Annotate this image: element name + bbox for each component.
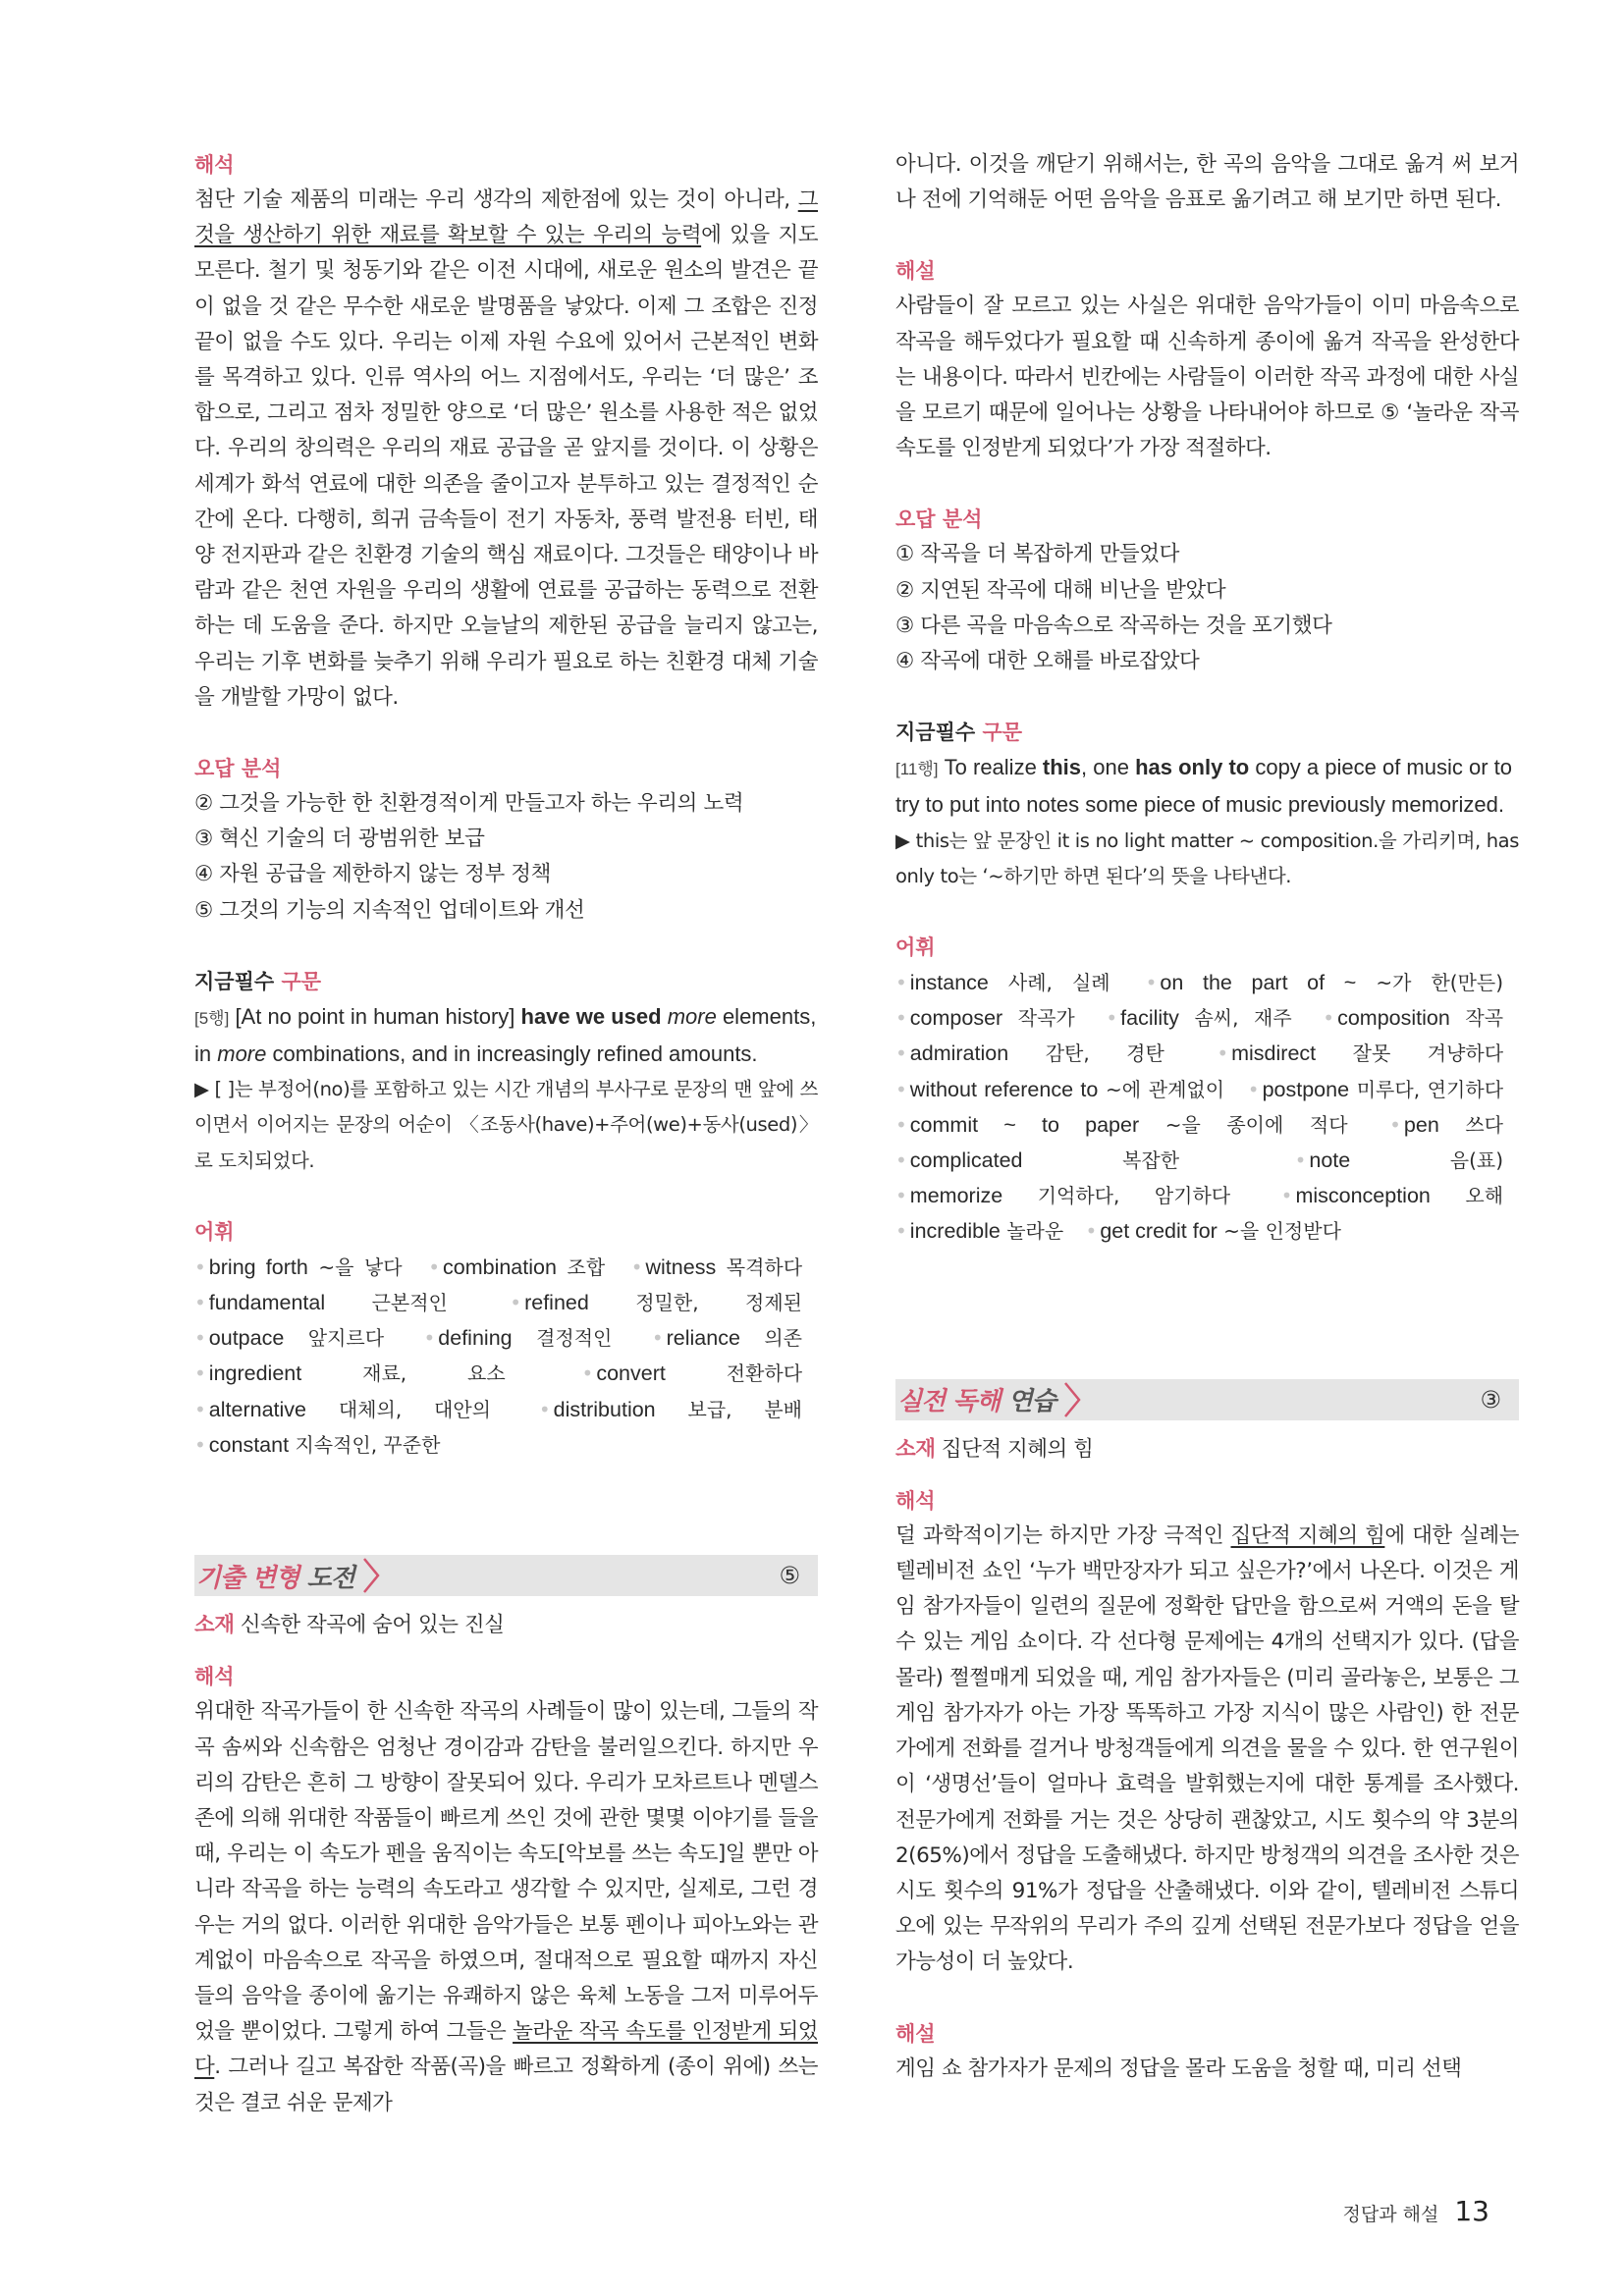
bullet-dot: • <box>581 1362 594 1386</box>
vocabulary-term: admiration <box>909 1041 1009 1066</box>
vocabulary-meaning: 사례, 실례 <box>1007 971 1110 995</box>
chevron-right-icon <box>1061 1379 1083 1420</box>
vocabulary-term: misdirect <box>1231 1041 1317 1066</box>
vocabulary-meaning: 전환하다 <box>726 1362 803 1386</box>
vocabulary-meaning: 쓰다 <box>1465 1112 1503 1137</box>
vocabulary-item <box>1146 971 1503 994</box>
bullet-dot: • <box>510 1291 522 1315</box>
section-banner-practice <box>895 1379 1519 1420</box>
vocabulary-term: combination <box>443 1255 557 1279</box>
right-column <box>895 147 1519 2087</box>
vocabulary-item <box>895 1148 1179 1172</box>
bullet-dot: • <box>194 1291 206 1315</box>
syntax-sentence: [5행] [At no point in human history] have we used more elements, in more combinations, and in increasingly refined amounts. <box>194 1003 817 1067</box>
section-heading-wrong-answers: 오답 분석 <box>895 507 983 532</box>
vocabulary-meaning: 근본적인 <box>371 1291 448 1315</box>
vocabulary-term: outpace <box>208 1326 285 1351</box>
vocabulary-meaning: 놀라운 <box>1006 1219 1064 1244</box>
vocabulary-item <box>194 1255 403 1279</box>
vocabulary-meaning: 의존 <box>764 1326 802 1351</box>
vocabulary-term: alternative <box>208 1397 306 1421</box>
vocabulary-term: distribution <box>553 1397 656 1421</box>
underlined-blank-text: 그것을 생산하기 위한 재료를 확보할 수 있는 우리의 능력 <box>194 187 818 248</box>
vocabulary-term: convert <box>596 1362 666 1386</box>
vocabulary-item <box>194 1326 384 1350</box>
vocabulary-item <box>1248 1078 1503 1101</box>
vocabulary-meaning: ~을 낳다 <box>318 1255 403 1279</box>
vocabulary-term: instance <box>909 971 989 995</box>
vocabulary-term: defining <box>438 1326 513 1351</box>
vocabulary-meaning: 지속적인, 꾸준한 <box>295 1432 441 1457</box>
section-heading-vocabulary: 어휘 <box>895 935 936 960</box>
vocabulary-item <box>194 1433 440 1457</box>
translation-paragraph: 덜 과학적이기는 하지만 가장 극적인 집단적 지혜의 힘에 대한 실례는 텔레비전 쇼인 ‘누가 백만장자가 되고 싶은가?’에서 나온다. 이것은 게임 참가자들이 일련의 질문에 정확한 답만을 함으로써 거액의 돈을 탈 수 있는 게임 쇼이다. 각 선다형 문제에는 4개의 선택지가 있다. (답을 몰라) 쩔쩔매게 되었을 때, 게임 참가자들은 (미리 골라놓은, 보통은 그 게임 참가자가 아는 가장 똑똑하고 가장 지식이 많은 사람인) 한 전문가에게 전화를 걸거나 방청객들에게 의견을 물을 수 있다. 한 연구원이 이 ‘생명선’들이 얼마나 효력을 발휘했는지에 대한 통계를 조사했다. 전문가에게 전화를 거는 것은 상당히 괜찮았고, 시도 횟수의 약 3분의 2(65%)에서 정답을 도출해냈다. 하지만 방청객의 의견을 조사한 것은 시도 횟수의 91%가 정답을 산출해냈다. 이와 같이, 텔레비전 스튜디오에 있는 무작위의 무리가 주의 깊게 선택된 전문가보다 정답을 얻을 가능성이 더 높았다. <box>895 1522 1519 1975</box>
section-heading-syntax: 지금필수 구문 <box>194 969 322 993</box>
bullet-dot: • <box>895 1184 907 1208</box>
vocabulary-meaning: 목격하다 <box>726 1255 803 1279</box>
answer-number: ⑤ <box>779 1562 800 1590</box>
vocabulary-item <box>582 1362 802 1385</box>
section-heading-explanation: 해설 <box>895 259 936 284</box>
topic-line: 소재 신속한 작곡에 숨어 있는 진실 <box>194 1613 505 1638</box>
section-heading-translation: 해석 <box>895 1488 936 1513</box>
vocabulary-list <box>194 1250 818 1463</box>
wrong-answer-item: ⑤ 그것의 기능의 지속적인 업데이트와 개선 <box>194 897 585 923</box>
bullet-dot: • <box>651 1326 664 1351</box>
vocabulary-meaning: 미루다, 연기하다 <box>1356 1077 1504 1101</box>
wrong-answer-item: ② 지연된 작곡에 대해 비난을 받았다 <box>895 577 1226 603</box>
bullet-dot: • <box>1217 1041 1229 1066</box>
wrong-answer-item: ③ 혁신 기술의 더 광범위한 보급 <box>194 827 485 852</box>
topic-line: 소재 집단적 지혜의 힘 <box>895 1436 1094 1462</box>
vocabulary-item <box>1281 1184 1503 1207</box>
vocabulary-item <box>424 1326 613 1350</box>
vocabulary-term: reliance <box>666 1326 740 1351</box>
vocabulary-item <box>895 971 1110 994</box>
bullet-dot: • <box>895 1006 907 1031</box>
vocabulary-term: on the part of ~ <box>1160 971 1357 995</box>
vocabulary-term: memorize <box>909 1184 1003 1208</box>
section-heading-explanation: 해설 <box>895 2021 936 2046</box>
translation-paragraph: 위대한 작곡가들이 한 신속한 작곡의 사례들이 많이 있는데, 그들의 작곡 솜씨와 신속함은 엄청난 경이감과 감탄을 불러일으킨다. 하지만 우리의 감탄은 흔히 그 방향이 잘못되어 있다. 우리가 모차르트나 멘델스존에 의해 위대한 작품들이 빠르게 쓰인 것에 관한 몇몇 이야기를 들을 때, 우리는 이 속도가 펜을 움직이는 속도[악보를 쓰는 속도]일 뿐만 아니라 작곡을 하는 능력의 속도라고 생각할 수 있지만, 실제로, 그런 경우는 거의 없다. 이러한 위대한 음악가들은 보통 펜이나 피아노와는 관계없이 마음속으로 작곡을 하였으며, 절대적으로 필요할 때까지 자신들의 음악을 종이에 옮기는 유쾌하지 않은 육체 노동을 그저 미루어두었을 뿐이었다. 그렇게 하여 그들은 놀라운 작곡 속도를 인정받게 되었다. 그러나 길고 복잡한 작품(곡)을 빠르고 정확하게 (종이 위에) 쓰는 것은 결코 쉬운 문제가 <box>194 1699 818 2115</box>
vocabulary-term: ingredient <box>208 1362 302 1386</box>
line-reference: [11행] <box>895 760 939 779</box>
bullet-dot: • <box>428 1255 440 1279</box>
vocabulary-item <box>1389 1113 1503 1137</box>
explanation-paragraph: 게임 쇼 참가자가 문제의 정답을 몰라 도움을 청할 때, 미리 선택 <box>895 2056 1462 2081</box>
translation-continuation: 아니다. 이것을 깨닫기 위해서는, 한 곡의 음악을 그대로 옮겨 써 보거나 전에 기억해둔 어떤 음악을 음표로 옮기려고 해 보기만 하면 된다. <box>895 152 1519 213</box>
section-heading-wrong-answers: 오답 분석 <box>194 757 282 781</box>
vocabulary-item <box>1295 1148 1503 1172</box>
vocabulary-meaning: ~가 한(만든) <box>1376 971 1504 995</box>
vocabulary-meaning: ~에 관계없이 <box>1106 1077 1225 1101</box>
bullet-dot: • <box>895 1148 907 1173</box>
vocabulary-term: witness <box>645 1255 717 1279</box>
vocabulary-meaning: 잘못 겨냥하다 <box>1352 1041 1504 1066</box>
wrong-answer-item: ① 작곡을 더 복잡하게 만들었다 <box>895 542 1180 567</box>
bullet-dot: • <box>1323 1006 1335 1031</box>
bullet-dot: • <box>1145 971 1158 995</box>
vocabulary-meaning: 감탄, 경탄 <box>1045 1041 1164 1066</box>
vocabulary-item <box>510 1291 802 1314</box>
vocabulary-item <box>895 1184 1230 1207</box>
vocabulary-meaning: 조합 <box>567 1255 606 1279</box>
bullet-dot: • <box>895 1077 907 1101</box>
translation-paragraph <box>194 183 818 716</box>
vocabulary-meaning: 정밀한, 정제된 <box>635 1291 802 1315</box>
vocabulary-meaning: ~을 종이에 적다 <box>1164 1112 1348 1137</box>
syntax-note: ▶ [ ]는 부정어(no)를 포함하고 있는 시간 개념의 부사구로 문장의 맨 앞에 쓰이면서 이어지는 문장의 어순이 〈조동사(have)+주어(we)+동사(used)〉로 도치되었다. <box>194 1078 818 1172</box>
bullet-dot: • <box>1085 1219 1098 1244</box>
bullet-dot: • <box>1247 1077 1260 1101</box>
answer-number: ③ <box>1480 1385 1501 1414</box>
vocabulary-item <box>652 1326 802 1350</box>
vocabulary-term: refined <box>524 1291 589 1315</box>
vocabulary-meaning: 재료, 요소 <box>362 1362 506 1386</box>
vocabulary-term: constant <box>208 1432 290 1457</box>
underlined-blank-text: 놀라운 작곡 속도를 인정받게 되었다 <box>194 2019 818 2080</box>
vocabulary-item <box>895 1219 1063 1243</box>
explanation-paragraph: 사람들이 잘 모르고 있는 사실은 위대한 음악가들이 이미 마음속으로 작곡을 해두었다가 필요할 때 신속하게 종이에 옮겨 작곡을 완성한다는 내용이다. 따라서 빈칸에는 사람들이 이러한 작곡 과정에 대한 사실을 모르기 때문에 일어나는 상황을 나타내어야 하므로 ⑤ ‘놀라운 작곡 속도를 인정받게 되었다’가 가장 적절하다. <box>895 294 1519 461</box>
vocabulary-term: get credit for <box>1100 1219 1218 1244</box>
vocabulary-meaning: 보급, 분배 <box>687 1397 802 1421</box>
vocabulary-meaning: 대체의, 대안의 <box>338 1397 491 1421</box>
vocabulary-term: composition <box>1337 1006 1450 1031</box>
section-banner-challenge <box>194 1555 818 1596</box>
syntax-sentence: [11행] To realize this, one has only to copy a piece of music or to try to put into notes some piece of music previously memorized. <box>895 755 1513 818</box>
vocabulary-meaning: 오해 <box>1465 1184 1504 1208</box>
bullet-dot: • <box>194 1432 206 1457</box>
vocabulary-item <box>631 1255 802 1279</box>
bullet-dot: • <box>1106 1006 1118 1031</box>
vocabulary-term: pen <box>1403 1112 1439 1137</box>
vocabulary-term: complicated <box>909 1148 1023 1173</box>
vocabulary-meaning: 앞지르다 <box>307 1326 385 1351</box>
vocabulary-meaning: 복잡한 <box>1122 1148 1180 1173</box>
vocabulary-item <box>1323 1006 1503 1030</box>
bullet-dot: • <box>1280 1184 1293 1208</box>
banner-title: 실전 독해 연습 <box>897 1387 1056 1417</box>
bullet-dot: • <box>630 1255 643 1279</box>
vocabulary-item <box>895 1078 1224 1101</box>
vocabulary-item <box>539 1398 802 1421</box>
bullet-dot: • <box>194 1397 206 1421</box>
wrong-answer-item: ④ 자원 공급을 제한하지 않는 정부 정책 <box>194 862 552 887</box>
vocabulary-meaning: 작곡가 <box>1017 1006 1075 1031</box>
vocabulary-item <box>1106 1006 1291 1030</box>
chevron-right-icon <box>360 1555 382 1596</box>
vocabulary-item <box>895 1041 1164 1065</box>
bullet-dot: • <box>538 1397 551 1421</box>
vocabulary-term: postpone <box>1262 1077 1350 1101</box>
bullet-dot: • <box>1294 1148 1307 1173</box>
vocabulary-term: composer <box>909 1006 1003 1031</box>
bullet-dot: • <box>895 1112 907 1137</box>
section-heading-translation: 해석 <box>194 1665 235 1689</box>
vocabulary-term: facility <box>1120 1006 1179 1031</box>
translation-text: 에 있을 지도 모른다. 철기 및 청동기와 같은 이전 시대에, 새로운 원소의 발견은 끝이 없을 것 같은 무수한 새로운 발명품을 낳았다. 이제 그 조합은 진정 끝이 없을 수도 있다. 우리는 이제 자원 수요에 있어서 근본적인 변화를 목격하고 있다. 인류 역사의 어느 지점에서도, 우리는 ‘더 많은’ 조합으로, 그리고 점차 정밀한 양으로 ‘더 많은’ 원소를 사용한 적은 없었다. 우리의 창의력은 우리의 재료 공급을 곧 앞지를 것이다. 이 상황은 세계가 화석 연료에 대한 의존을 줄이고자 분투하고 있는 결정적인 순간에 온다. 다행히, 희귀 금속들이 전기 자동차, 풍력 발전용 터빈, 태양 전지판과 같은 친환경 기술의 핵심 재료이다. 그것들은 태양이나 바람과 같은 천연 자원을 우리의 생활에 연료를 공급하는 동력으로 전환하는 데 도움을 준다. 하지만 오늘날의 제한된 공급을 늘리지 않고는, 우리는 기후 변화를 늦추기 위해 우리가 필요로 하는 친환경 대체 기술을 개발할 가망이 없다. <box>194 223 818 710</box>
vocabulary-term: misconception <box>1295 1184 1431 1208</box>
vocabulary-item <box>428 1255 605 1279</box>
banner-title: 기출 변형 도전 <box>196 1563 354 1593</box>
vocabulary-meaning: 결정적인 <box>536 1326 613 1351</box>
section-heading-vocabulary: 어휘 <box>194 1219 235 1244</box>
line-reference: [5행] <box>194 1008 230 1028</box>
vocabulary-item <box>194 1398 491 1421</box>
bullet-dot: • <box>423 1326 436 1351</box>
bullet-dot: • <box>895 1219 907 1244</box>
vocabulary-meaning: 솜씨, 재주 <box>1194 1006 1292 1031</box>
wrong-answer-item: ④ 작곡에 대한 오해를 바로잡았다 <box>895 649 1200 674</box>
wrong-answer-item: ③ 다른 곡을 마음속으로 작곡하는 것을 포기했다 <box>895 613 1332 638</box>
vocabulary-item <box>895 1006 1075 1030</box>
vocabulary-term: commit ~ to paper <box>909 1112 1140 1137</box>
bullet-dot: • <box>1389 1112 1401 1137</box>
vocabulary-item <box>194 1291 448 1314</box>
section-heading-syntax: 지금필수 구문 <box>895 721 1023 745</box>
vocabulary-meaning: 음(표) <box>1449 1148 1503 1173</box>
underlined-blank-text: 집단적 지혜의 힘 <box>1230 1522 1385 1548</box>
wrong-answer-item: ② 그것을 가능한 한 친환경적이게 만들고자 하는 우리의 노력 <box>194 791 744 817</box>
page-number: 13 <box>1454 2195 1489 2227</box>
bullet-dot: • <box>194 1255 206 1279</box>
vocabulary-term: bring forth <box>208 1255 308 1279</box>
bullet-dot: • <box>895 1041 907 1066</box>
section-heading-translation: 해석 <box>194 153 235 177</box>
vocabulary-list <box>895 965 1519 1250</box>
vocabulary-term: note <box>1309 1148 1351 1173</box>
vocabulary-term: incredible <box>909 1219 1001 1244</box>
vocabulary-term: without reference to <box>909 1077 1099 1101</box>
syntax-note: ▶ this는 앞 문장인 it is no light matter ~ composition.을 가리키며, has only to는 ‘~하기만 하면 된다’의 뜻을 나타낸다. <box>895 828 1519 887</box>
bullet-dot: • <box>895 971 907 995</box>
vocabulary-meaning: 기억하다, 암기하다 <box>1037 1184 1231 1208</box>
footer-label: 정답과 해설 <box>1342 2204 1439 2225</box>
vocabulary-item <box>194 1362 506 1385</box>
translation-text: 첨단 기술 제품의 미래는 우리 생각의 제한점에 있는 것이 아니라, <box>194 187 798 212</box>
page-footer <box>1343 2195 1489 2227</box>
vocabulary-meaning: 작곡 <box>1465 1006 1504 1031</box>
vocabulary-item <box>1086 1219 1341 1243</box>
bullet-dot: • <box>194 1362 206 1386</box>
vocabulary-item <box>895 1113 1348 1137</box>
vocabulary-item <box>1217 1041 1503 1065</box>
left-column <box>194 147 818 2121</box>
bullet-dot: • <box>194 1326 206 1351</box>
vocabulary-term: fundamental <box>208 1291 326 1315</box>
vocabulary-meaning: ~을 인정받다 <box>1223 1219 1341 1244</box>
